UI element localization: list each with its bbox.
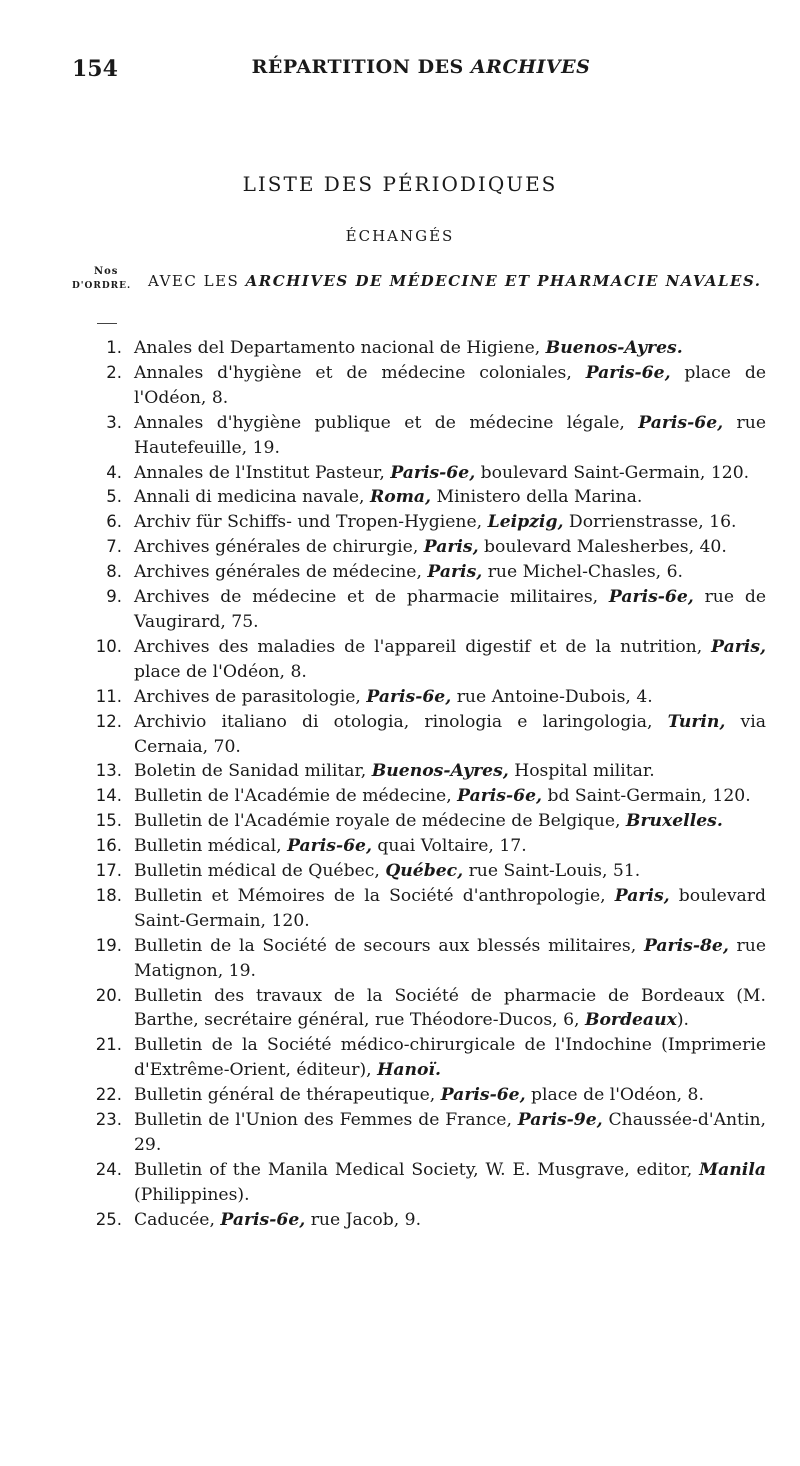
entry-title: Archives des maladies de l'appareil digestif et de la nutrition,	[134, 636, 712, 657]
entry-place: Paris-6e,	[457, 786, 542, 807]
entry-number: 17.	[95, 861, 122, 881]
entry-place: Québec,	[385, 861, 464, 882]
entry-address: boulevard Saint-Germain, 120.	[134, 885, 767, 931]
entry-address: (Philippines).	[134, 1184, 250, 1205]
entry-address: Hospital militar.	[508, 761, 655, 782]
entry-place: Paris-8e,	[643, 935, 729, 956]
list-item	[80, 411, 766, 461]
entry-number: 15.	[95, 811, 122, 831]
entry-address: place de l'Odéon, 8.	[525, 1085, 704, 1106]
entry-number: 11.	[95, 686, 122, 706]
entry-number: 24.	[95, 1159, 122, 1179]
entry-title: Caducée,	[134, 1209, 221, 1230]
running-head	[72, 56, 770, 78]
list-item	[80, 560, 766, 585]
order-label-ordre: D'ORDRE.	[72, 281, 132, 291]
entry-address: place de l'Odéon, 8.	[134, 362, 766, 408]
entry-place: Paris-6e,	[287, 836, 372, 857]
list-item	[80, 809, 766, 834]
entry-number: 7.	[106, 537, 122, 557]
page-number: 154	[72, 56, 118, 82]
exchange-heading	[148, 272, 778, 290]
entry-place: Paris-6e,	[440, 1085, 526, 1106]
entry-place: Manila	[699, 1159, 766, 1180]
entry-number: 8.	[106, 562, 122, 582]
entry-title: Archives de parasitologie,	[134, 686, 367, 707]
entry-place: Leipzig,	[487, 512, 564, 533]
entry-address: bd Saint-Germain, 120.	[542, 786, 751, 807]
entry-number: 3.	[106, 412, 122, 432]
entry-number: 19.	[95, 935, 122, 955]
list-item	[80, 984, 766, 1034]
entry-title: Annales de l'Institut Pasteur,	[134, 462, 391, 483]
list-item	[80, 510, 766, 535]
section-subtitle: ÉCHANGÉS	[345, 227, 455, 245]
entry-title: Annales d'hygiène publique et de médecine légale,	[134, 412, 639, 433]
list-item	[80, 336, 766, 361]
entry-place: Bordeaux	[584, 1010, 677, 1031]
entry-number: 18.	[95, 885, 122, 905]
entry-number: 22.	[95, 1085, 122, 1105]
entry-title: Anales del Departamento nacional de Higiene,	[134, 338, 546, 358]
entry-number: 5.	[106, 487, 122, 507]
entry-title: Archives de médecine et de pharmacie militaires,	[134, 587, 609, 608]
list-item	[80, 535, 766, 560]
entry-place: Buenos-Ayres.	[545, 338, 683, 358]
entry-number: 13.	[95, 761, 122, 781]
entry-title: Bulletin médical de Québec,	[134, 861, 386, 882]
list-item	[80, 461, 766, 486]
list-item	[80, 1158, 766, 1208]
entry-title: Archivio italiano di otologia, rinologia e laringologia,	[134, 711, 668, 732]
entry-number: 23.	[95, 1110, 122, 1130]
entry-place: Paris,	[614, 885, 670, 906]
entry-place: Paris,	[711, 636, 766, 657]
section-title: LISTE DES PÉRIODIQUES	[242, 172, 558, 196]
list-item	[80, 635, 766, 685]
entry-number: 1.	[106, 338, 122, 357]
entry-number: 21.	[95, 1035, 122, 1055]
list-item	[80, 485, 766, 510]
entry-address: Dorrienstrasse, 16.	[563, 512, 737, 533]
entry-number: 6.	[106, 512, 122, 532]
entry-place: Paris-6e,	[220, 1209, 306, 1230]
entry-number: 2.	[106, 362, 122, 382]
entry-title: Boletin de Sanidad militar,	[134, 761, 372, 782]
entry-title: Bulletin des travaux de la Société de pharmacie de Bordeaux (M. Barthe, secrétaire général, rue Théodore-Ducos, 6,	[134, 985, 766, 1031]
entry-place: Paris-9e,	[517, 1110, 603, 1131]
entry-address: rue Jacob, 9.	[305, 1209, 422, 1230]
entry-title: Bulletin de l'Académie royale de médecine de Belgique,	[134, 811, 626, 832]
entry-address: quai Voltaire, 17.	[371, 836, 527, 857]
entry-address: rue de Vaugirard, 75.	[134, 587, 766, 632]
list-item	[80, 710, 766, 760]
entry-title: Bulletin of the Manila Medical Society, W. E. Musgrave, editor,	[134, 1159, 700, 1180]
list-item	[80, 884, 766, 934]
entry-title: Bulletin médical,	[134, 836, 288, 857]
entry-address: boulevard Saint-Germain, 120.	[475, 462, 750, 483]
entry-place: Paris-6e,	[608, 587, 694, 608]
entry-number: 12.	[95, 711, 122, 731]
exchange-heading-journal: ARCHIVES DE MÉDECINE ET PHARMACIE NAVALES.	[245, 272, 762, 290]
entry-place: Paris,	[427, 562, 483, 583]
list-item	[80, 934, 766, 984]
entry-address: Ministero della Marina.	[431, 487, 643, 508]
entry-title: Annales d'hygiène et de médecine coloniales,	[134, 362, 586, 383]
entry-title: Archives générales de médecine,	[134, 562, 428, 583]
list-item	[80, 585, 766, 635]
entry-address: boulevard Malesherbes, 40.	[478, 537, 727, 558]
entry-title: Bulletin de l'Académie de médecine,	[134, 786, 458, 807]
entry-title: Annali di medicina navale,	[134, 487, 370, 508]
running-head-italic: ARCHIVES	[470, 56, 591, 78]
order-label-no: Nos	[94, 266, 119, 277]
entry-address: rue Antoine-Dubois, 4.	[451, 686, 653, 707]
entry-title: Bulletin de la Société médico-chirurgicale de l'Indochine (Imprimerie d'Extrême-Orient, éditeur),	[134, 1035, 766, 1081]
list-item	[80, 685, 766, 710]
entry-address: place de l'Odéon, 8.	[134, 661, 307, 682]
list-item	[80, 1208, 766, 1233]
entry-place: Paris-6e,	[390, 462, 476, 483]
entry-place: Buenos-Ayres,	[371, 761, 509, 782]
list-item	[80, 859, 766, 884]
entry-place: Paris,	[423, 537, 479, 558]
entry-address: via Cernaia, 70.	[134, 711, 766, 757]
entry-title: Bulletin général de thérapeutique,	[134, 1085, 441, 1106]
entry-address: rue Matignon, 19.	[134, 935, 767, 981]
entry-place: Roma,	[369, 487, 432, 508]
entry-title: Archives générales de chirurgie,	[134, 537, 424, 558]
entry-number: 16.	[95, 836, 122, 856]
running-head-prefix: RÉPARTITION DES	[251, 56, 464, 78]
entry-place: Bruxelles.	[625, 811, 723, 832]
entry-number: 14.	[95, 786, 122, 806]
list-item	[80, 1033, 766, 1083]
entry-address: Chaussée-d'Antin, 29.	[134, 1110, 766, 1155]
entry-place: Turin,	[667, 711, 726, 732]
entry-title: Bulletin et Mémoires de la Société d'anthropologie,	[134, 885, 615, 906]
order-column-label	[72, 265, 142, 293]
entry-address: rue Saint-Louis, 51.	[463, 861, 641, 882]
entry-title: Bulletin de l'Union des Femmes de France,	[134, 1110, 518, 1131]
entry-place: Paris-6e,	[585, 362, 671, 383]
entry-place: Paris-6e,	[638, 412, 724, 433]
exchange-heading-prefix: AVEC LES	[148, 272, 240, 290]
list-item	[80, 784, 766, 809]
list-item	[80, 1083, 766, 1108]
list-item	[80, 1108, 766, 1158]
entry-title: Archiv für Schiffs- und Tropen-Hygiene,	[134, 512, 488, 533]
page-header	[72, 56, 770, 86]
entry-number: 20.	[95, 985, 122, 1005]
entry-number: 10.	[95, 636, 122, 656]
list-item	[80, 834, 766, 859]
entry-address: ).	[676, 1010, 689, 1031]
entry-address: rue Michel-Chasles, 6.	[482, 562, 683, 583]
divider	[97, 323, 117, 324]
list-item	[80, 361, 766, 411]
entry-number: 25.	[95, 1209, 122, 1229]
entry-number: 4.	[106, 462, 122, 482]
entry-address: rue Hautefeuille, 19.	[134, 412, 766, 458]
list-item	[80, 759, 766, 784]
periodicals-list	[80, 336, 766, 1233]
entry-place: Hanoï.	[377, 1060, 441, 1081]
entry-place: Paris-6e,	[366, 686, 452, 707]
entry-title: Bulletin de la Société de secours aux blessés militaires,	[134, 935, 644, 956]
entry-number: 9.	[106, 587, 122, 607]
